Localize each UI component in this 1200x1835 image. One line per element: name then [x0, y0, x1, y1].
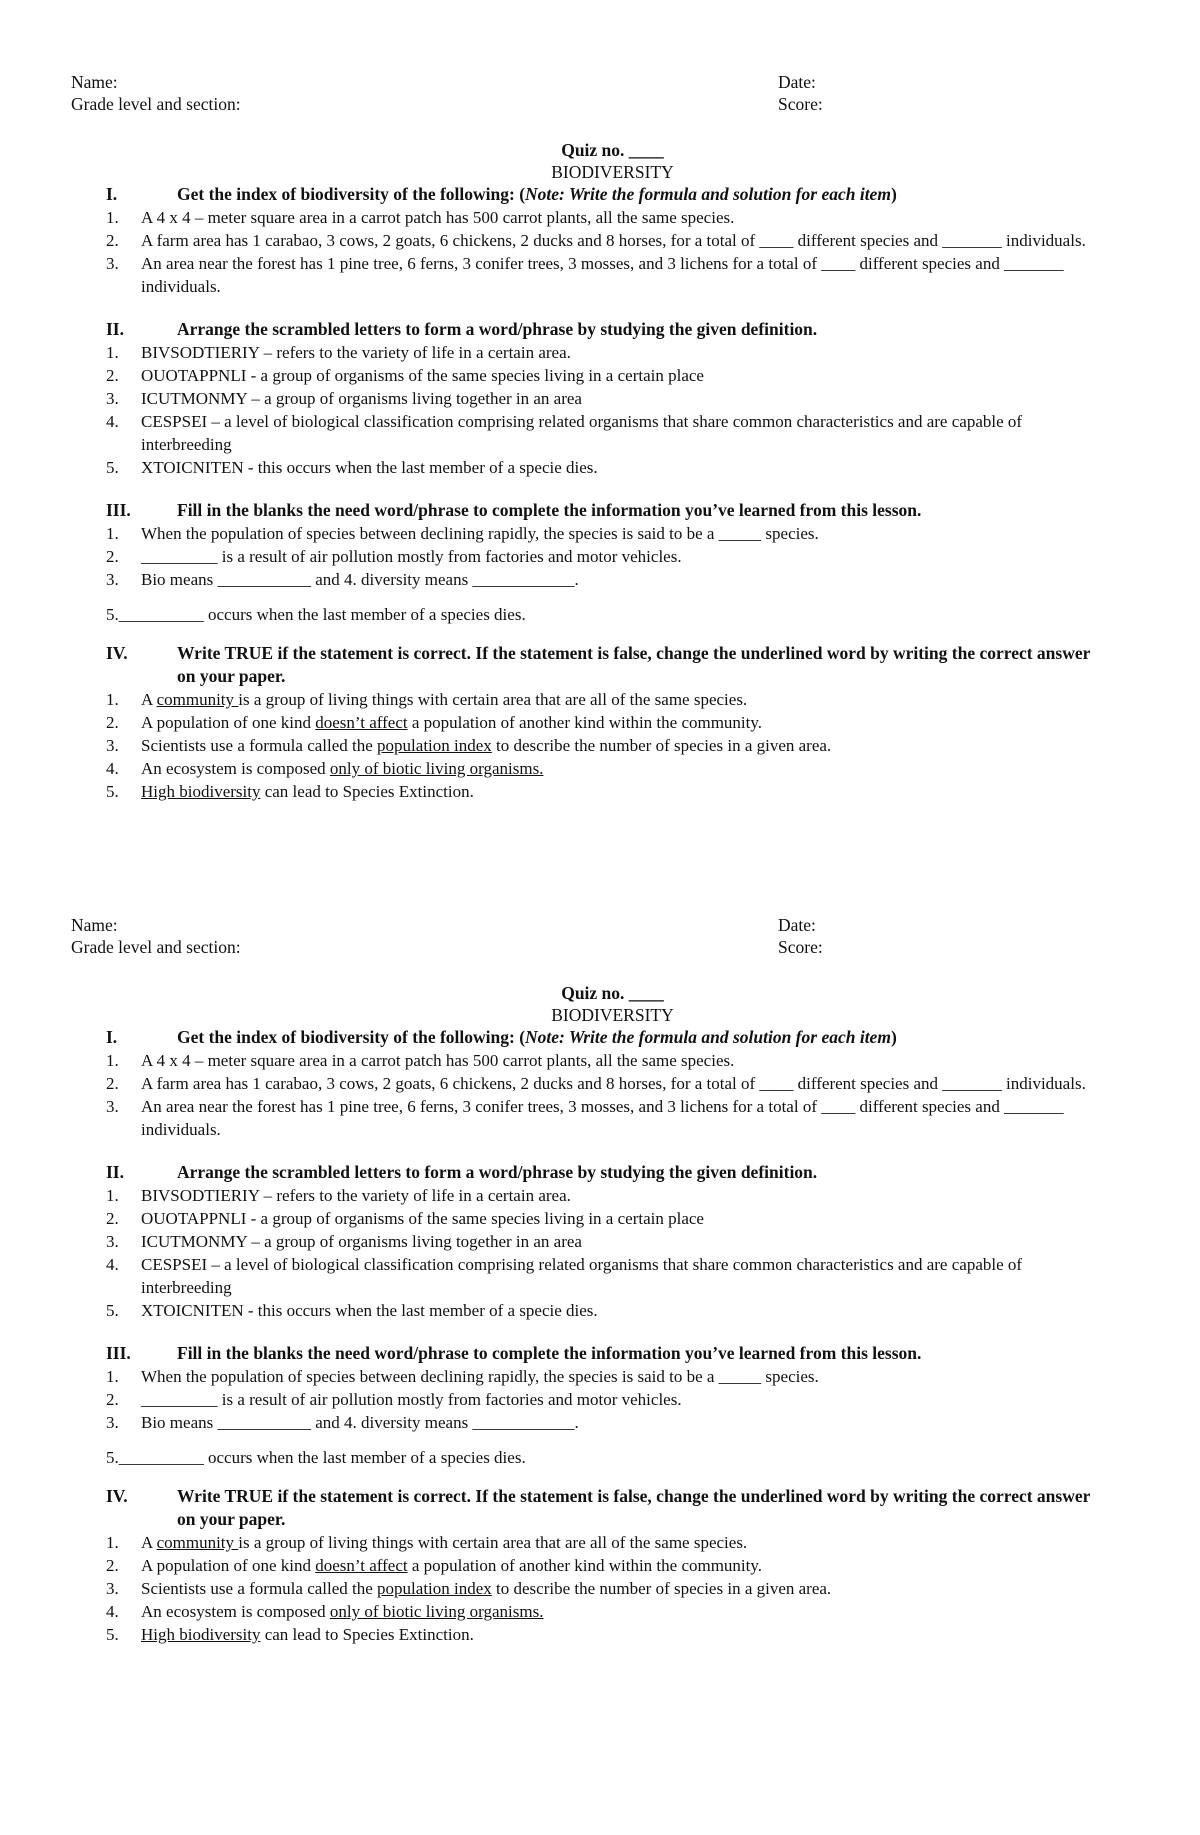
quiz-subject: BIODIVERSITY — [551, 162, 674, 182]
list-item — [0, 1184, 1200, 1207]
item-text: CESPSEI – a level of biological classification comprising related organisms that share common characteristics and are capable of interbreeding — [141, 1255, 1023, 1297]
list-item — [0, 229, 1200, 252]
section-note: Note: Write the formula and solution for each item — [525, 184, 891, 204]
quiz-title-block — [0, 139, 1200, 183]
section-2 — [0, 1161, 1200, 1322]
underlined-term: High biodiversity — [141, 1625, 261, 1644]
item-text: ICUTMONMY – a group of organisms living together in an area — [141, 1232, 582, 1251]
item-number: 3. — [106, 254, 119, 273]
item-number: 5. — [106, 458, 119, 477]
underlined-term: community — [156, 690, 239, 709]
list-item — [0, 1230, 1200, 1253]
item-text-after: is a group of living things with certain area that are all of the same species. — [238, 690, 748, 709]
item-number: 1. — [106, 1533, 119, 1552]
underlined-term: doesn’t affect — [315, 713, 408, 732]
section-note-close: ) — [890, 184, 897, 204]
list-item — [0, 1577, 1200, 1600]
quiz-subject: BIODIVERSITY — [551, 1005, 674, 1025]
item-text: A 4 x 4 – meter square area in a carrot patch has 500 carrot plants, all the same species. — [141, 208, 735, 227]
item-number: 2. — [106, 1209, 119, 1228]
underlined-term: doesn’t affect — [315, 1556, 408, 1575]
list-item — [0, 1623, 1200, 1646]
section-3 — [0, 1342, 1200, 1469]
section-3-heading — [0, 499, 1200, 522]
section-3-extra-item: 5.__________ occurs when the last member of a species dies. — [106, 1448, 526, 1467]
item-number: 2. — [106, 1390, 119, 1409]
student-info-header — [0, 72, 1200, 119]
list-item — [0, 456, 1200, 479]
date-label: Date: — [778, 72, 816, 92]
section-title: Arrange the scrambled letters to form a word/phrase by studying the given definition. — [177, 319, 818, 339]
section-1-items — [0, 206, 1200, 298]
item-text: CESPSEI – a level of biological classification comprising related organisms that share common characteristics and are capable of interbreeding — [141, 412, 1023, 454]
list-item — [0, 1072, 1200, 1095]
section-title: Arrange the scrambled letters to form a word/phrase by studying the given definition. — [177, 1162, 818, 1182]
item-text-after: a population of another kind within the community. — [407, 713, 763, 732]
section-1-heading — [0, 1026, 1200, 1049]
item-text: _________ is a result of air pollution mostly from factories and motor vehicles. — [141, 1390, 682, 1409]
item-text: BIVSODTIERIY – refers to the variety of life in a certain area. — [141, 343, 571, 362]
list-item — [0, 252, 1200, 298]
quiz-title-block — [0, 982, 1200, 1026]
item-text-after: can lead to Species Extinction. — [260, 782, 474, 801]
list-item — [0, 410, 1200, 456]
list-item — [0, 364, 1200, 387]
section-3 — [0, 499, 1200, 626]
underlined-term: community — [156, 1533, 239, 1552]
quiz-copy — [0, 915, 1200, 1646]
section-title: Write TRUE if the statement is correct. If the statement is false, change the underlined word by writing the correct answer on your paper. — [177, 643, 1091, 686]
section-number: II. — [106, 319, 124, 339]
section-3-items — [0, 1365, 1200, 1434]
list-item — [0, 1049, 1200, 1072]
item-text-before: A population of one kind — [141, 1556, 316, 1575]
item-text: When the population of species between declining rapidly, the species is said to be a _____ species. — [141, 1367, 819, 1386]
list-item — [0, 1600, 1200, 1623]
item-number: 3. — [106, 1413, 119, 1432]
item-number: 4. — [106, 759, 119, 778]
item-number: 3. — [106, 736, 119, 755]
item-number: 2. — [106, 547, 119, 566]
item-number: 1. — [106, 1186, 119, 1205]
item-number: 1. — [106, 208, 119, 227]
item-number: 3. — [106, 1579, 119, 1598]
item-text-after: can lead to Species Extinction. — [260, 1625, 474, 1644]
list-item — [0, 688, 1200, 711]
item-number: 2. — [106, 366, 119, 385]
item-number: 3. — [106, 570, 119, 589]
item-number: 2. — [106, 231, 119, 250]
list-item — [0, 734, 1200, 757]
section-4-heading — [0, 642, 1200, 688]
section-number: II. — [106, 1162, 124, 1182]
section-3-heading — [0, 1342, 1200, 1365]
section-note: Note: Write the formula and solution for each item — [525, 1027, 891, 1047]
list-item — [0, 387, 1200, 410]
item-number: 1. — [106, 690, 119, 709]
list-item — [0, 568, 1200, 591]
section-number: I. — [106, 184, 118, 204]
section-4-items — [0, 688, 1200, 803]
quiz-number: Quiz no. ____ — [561, 983, 664, 1003]
item-text: A farm area has 1 carabao, 3 cows, 2 goats, 6 chickens, 2 ducks and 8 horses, for a total of ____ different species and _______ individuals. — [141, 1074, 1086, 1093]
item-number: 4. — [106, 1602, 119, 1621]
section-2-heading — [0, 1161, 1200, 1184]
section-4-heading — [0, 1485, 1200, 1531]
name-label: Name: — [71, 915, 118, 935]
section-1 — [0, 1026, 1200, 1141]
list-item — [0, 1207, 1200, 1230]
item-number: 5. — [106, 1301, 119, 1320]
section-note-close: ) — [890, 1027, 897, 1047]
item-text-before: A population of one kind — [141, 713, 316, 732]
item-text-before: Scientists use a formula called the — [141, 1579, 378, 1598]
item-text: A 4 x 4 – meter square area in a carrot patch has 500 carrot plants, all the same species. — [141, 1051, 735, 1070]
list-item — [0, 1365, 1200, 1388]
score-label: Score: — [778, 937, 823, 957]
list-item — [0, 1411, 1200, 1434]
section-4 — [0, 642, 1200, 803]
date-label: Date: — [778, 915, 816, 935]
item-text-before: A — [141, 690, 157, 709]
item-text-after: is a group of living things with certain area that are all of the same species. — [238, 1533, 748, 1552]
item-number: 5. — [106, 1625, 119, 1644]
section-2-items — [0, 341, 1200, 479]
section-4-items — [0, 1531, 1200, 1646]
section-2 — [0, 318, 1200, 479]
section-4 — [0, 1485, 1200, 1646]
item-number: 1. — [106, 524, 119, 543]
item-text: OUOTAPPNLI - a group of organisms of the same species living in a certain place — [141, 1209, 704, 1228]
item-number: 3. — [106, 1097, 119, 1116]
item-number: 5. — [106, 782, 119, 801]
section-number: III. — [106, 500, 131, 520]
score-label: Score: — [778, 94, 823, 114]
list-item — [0, 757, 1200, 780]
item-number: 2. — [106, 713, 119, 732]
section-title: Get the index of biodiversity of the following: ( — [177, 184, 526, 204]
section-title: Write TRUE if the statement is correct. If the statement is false, change the underlined word by writing the correct answer on your paper. — [177, 1486, 1091, 1529]
quiz-number: Quiz no. ____ — [561, 140, 664, 160]
section-title: Get the index of biodiversity of the following: ( — [177, 1027, 526, 1047]
item-text-before: An ecosystem is composed — [141, 759, 330, 778]
list-item — [0, 1554, 1200, 1577]
item-text: A farm area has 1 carabao, 3 cows, 2 goats, 6 chickens, 2 ducks and 8 horses, for a total of ____ different species and _______ individuals. — [141, 231, 1086, 250]
item-text: An area near the forest has 1 pine tree, 6 ferns, 3 conifer trees, 3 mosses, and 3 lichens for a total of ____ different species and _______ individuals. — [141, 1097, 1064, 1139]
item-text: BIVSODTIERIY – refers to the variety of life in a certain area. — [141, 1186, 571, 1205]
section-3-extra-item: 5.__________ occurs when the last member of a species dies. — [106, 605, 526, 624]
item-text: Bio means ___________ and 4. diversity means ____________. — [141, 1413, 579, 1432]
section-2-heading — [0, 318, 1200, 341]
item-text-before: A — [141, 1533, 157, 1552]
item-number: 1. — [106, 1367, 119, 1386]
section-number: IV. — [106, 1486, 128, 1506]
item-text-after: to describe the number of species in a given area. — [491, 736, 832, 755]
section-title: Fill in the blanks the need word/phrase to complete the information you’ve learned from this lesson. — [177, 1343, 922, 1363]
list-item — [0, 341, 1200, 364]
item-text-before: Scientists use a formula called the — [141, 736, 378, 755]
student-info-header — [0, 915, 1200, 962]
list-item — [0, 711, 1200, 734]
list-item — [0, 1095, 1200, 1141]
item-text-before: An ecosystem is composed — [141, 1602, 330, 1621]
item-number: 1. — [106, 1051, 119, 1070]
section-2-items — [0, 1184, 1200, 1322]
section-1-heading — [0, 183, 1200, 206]
item-text: When the population of species between declining rapidly, the species is said to be a _____ species. — [141, 524, 819, 543]
list-item — [0, 1388, 1200, 1411]
item-text: OUOTAPPNLI - a group of organisms of the same species living in a certain place — [141, 366, 704, 385]
underlined-term: High biodiversity — [141, 782, 261, 801]
item-number: 2. — [106, 1074, 119, 1093]
item-text: An area near the forest has 1 pine tree, 6 ferns, 3 conifer trees, 3 mosses, and 3 lichens for a total of ____ different species and _______ individuals. — [141, 254, 1064, 296]
section-number: III. — [106, 1343, 131, 1363]
quiz-copy — [0, 72, 1200, 803]
underlined-term: population index — [377, 736, 492, 755]
name-label: Name: — [71, 72, 118, 92]
underlined-term: population index — [377, 1579, 492, 1598]
section-1 — [0, 183, 1200, 298]
list-item — [0, 522, 1200, 545]
item-number: 1. — [106, 343, 119, 362]
grade-section-label: Grade level and section: — [71, 937, 241, 957]
underlined-term: only of biotic living organisms. — [329, 1602, 544, 1621]
list-item — [0, 1253, 1200, 1299]
item-number: 3. — [106, 1232, 119, 1251]
list-item — [0, 206, 1200, 229]
section-1-items — [0, 1049, 1200, 1141]
section-number: IV. — [106, 643, 128, 663]
item-number: 2. — [106, 1556, 119, 1575]
item-number: 3. — [106, 389, 119, 408]
grade-section-label: Grade level and section: — [71, 94, 241, 114]
item-text: ICUTMONMY – a group of organisms living together in an area — [141, 389, 582, 408]
item-number: 4. — [106, 1255, 119, 1274]
item-text: _________ is a result of air pollution mostly from factories and motor vehicles. — [141, 547, 682, 566]
list-item — [0, 545, 1200, 568]
list-item — [0, 780, 1200, 803]
item-text: XTOICNITEN - this occurs when the last member of a specie dies. — [141, 1301, 598, 1320]
section-3-items — [0, 522, 1200, 591]
section-title: Fill in the blanks the need word/phrase to complete the information you’ve learned from this lesson. — [177, 500, 922, 520]
section-number: I. — [106, 1027, 118, 1047]
underlined-term: only of biotic living organisms. — [329, 759, 544, 778]
item-text: Bio means ___________ and 4. diversity means ____________. — [141, 570, 579, 589]
item-text-after: to describe the number of species in a given area. — [491, 1579, 832, 1598]
list-item — [0, 1299, 1200, 1322]
item-text: XTOICNITEN - this occurs when the last member of a specie dies. — [141, 458, 598, 477]
list-item — [0, 1531, 1200, 1554]
item-number: 4. — [106, 412, 119, 431]
item-text-after: a population of another kind within the community. — [407, 1556, 763, 1575]
